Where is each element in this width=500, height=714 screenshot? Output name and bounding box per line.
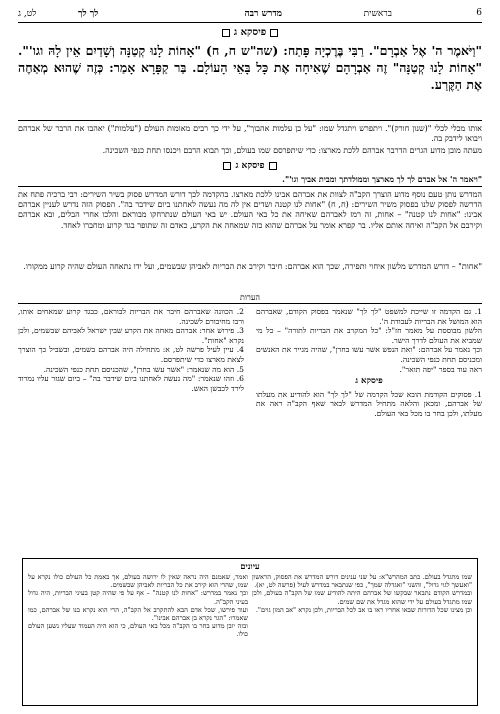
page-number: 6 [476, 8, 482, 18]
right-note: ראה עוד בספר "יפה תואר". [399, 364, 482, 374]
iyunim-paragraph: ועוד פירשו, שכל אדם הבא להתקרב אל הקב"ה, הרי הוא נקרא בנו של אברהם, כמו שאמרו: "הגר נקרא בן אברהם אבינו". [28, 605, 248, 623]
iyunim-title: עיונים [240, 562, 260, 572]
commentary-line: מעתה מובן מדוע הגרים הדרבר אברהם ללכת מארצו: כדי שיתפרסם שמו בעולם, וכך תבוא הרבם ויכנסו תחת כנפי השכינה. [102, 146, 482, 155]
iyunim-left-column [28, 573, 248, 639]
header-work: מדרש רבה [244, 9, 282, 19]
midrash-verse: "וַיֹּאמֶר ה' אֶל אַבְרָם". רַבִּי בֶּרֶכְיָה פָּתַח: (שה"ש ח, ח) "אָחוֹת לָנוּ קְטַנָּה וְשָׁדַיִם אֵין לָהּ וגו'". "אָחוֹת לָנוּ קְטַנָּה" זֶה אַבְרָהָם שֶׁאִיחָה אֶת כָּל בָּאֵי הָעוֹלָם. בַּר קַפָּרָא אָמַר: כְּזֶה שֶׁהוּא מְאַחֶה אֶת הַקֶּרַע. [18, 43, 482, 92]
iyunim-paragraph: וכך נאמר במדרש: "אחות לנו קטנה" – אף על פי שהיה קטן בעיני הבריות, היה גדול בעיני הקב"ה. [28, 589, 248, 606]
right-piska-text: 1. פסוקים הקודמת הובא שכל הקדמה של "לך לך" הוא להודיע את מעלתו של אברהם, ומכאן והלאה מתחיל המדרש לבאר שאף הקב"ה ראה את מעלתו, ולכן בחר בו מכל באי העולם. [256, 389, 482, 418]
page-header [18, 6, 482, 22]
left-note: 5. הוא מה שנאמר: "אשר עשו בחרן", שהכניסם תחת כנפי השכינה. [43, 364, 244, 374]
right-note: 1. גם הקדמה זו שייכת למשפט "לך לך" שנאמר בפסוק הקודם, שאברהם הוא המושל את הבריות לעבודת ה'. [256, 307, 482, 326]
iyunim-paragraph: ובמדרש הקודם נתבאר שבקשו של אברהם היתה להודיע שמו של הקב"ה בעולם, ולכן שמו מתגדל בעולם על ידי שהוא מגדל את שם שמים. [252, 589, 472, 606]
divider [18, 186, 482, 187]
ornament-icon [222, 29, 230, 37]
iyunim-paragraph: שמו מתגדל בעולם. כתב המהרש"א: על שני ענינים דורש המדרש את הפסוק, הראשון "ואעשך לגוי גדול", והשני "ואגדלה שמך", כפי שנתבאר במדרש לעיל (פרשה לט, יא). [252, 573, 472, 590]
divider [18, 303, 482, 304]
commentary-intro: אותו מכלי לכלי "(שנון חורק)". ויתפרש ויתגדל שמו: "על כן עלמות אהבוך", על ידי כך רבים מאומות העולם ("עלמות") יאהבו את הרבר של אברהם ויבואו לידבק בה. [18, 124, 482, 144]
right-notes-column [256, 307, 482, 419]
iyunim-box [22, 558, 478, 706]
divider [18, 120, 482, 121]
header-parasha: לך לך [78, 9, 99, 19]
ornament-icon [223, 162, 231, 170]
header-book: בראשית [363, 9, 392, 19]
piska-heading-2: פיסקא ג [18, 160, 482, 171]
ornament-icon [270, 29, 278, 37]
iyunim-right-column [252, 573, 472, 614]
main-commentary-2: "אחות" – דורש המדרש מלשון איחוי ותפירה, שכך הוא אברהם: חיבר וקירב את הבריות לאביהן שבשמים, ועל ידו נתאחה העולם שהיה קרוע ממקורו. [23, 262, 482, 271]
header-rule [18, 22, 482, 23]
iyunim-paragraph: ובזה יובן מדוע בחר בו הקב"ה מכל באי העולם, כי הוא היה העמוד שעליו נשען העולם כולו. [28, 622, 248, 639]
ornament-icon [269, 162, 277, 170]
main-commentary: המדרש נותן טעם נוסף מדוע הוצרך הקב"ה לצוות את אברהם אבינו ללכת מארצו. בהקדמה לכך דורש המדרש פסוק בשיר השירים: רבי ברכיה פתח את הדרשה לפסוק שלנו בפסוק משיר השירים: (ח, ח) "אחות לנו קטנה ושדים אין לה מה נעשה לאחתנו ביום שידבר בה". הפסוק הזה נדרש לעניין אברהם אבינו: "אחות לנו קטנה" – אחות, זה רמז לאברהם שאיחה את כל באי העולם. יש באי העולם שנתרחקו מבוראם והלכו אחרי הבלים, ובא אברהם וקירבם אל הקב"ה ואיחה אותם אליו. בר קפרא אומר על אברהם שהוא כזה שמאחה את הקרע, כאדם זה שתופר בגד קרוע ומחברו לאחד. [18, 190, 482, 230]
left-note: 3. פירוש אחר: אברהם מאחה את הקרע שבין ישראל לאביהם שבשמים, ולכן נקרא "אחות". [18, 326, 244, 345]
header-chapter: לט, ג [18, 9, 37, 19]
left-note: 6. וזהו שנאמר: "מה נעשה לאחתנו ביום שידבר בה" – ביום שגזר עליו נמרוד לירד לכבשן האש. [18, 374, 244, 393]
notes-label: הערות [240, 293, 260, 302]
left-notes-column [18, 307, 244, 393]
left-note: 2. הכוונה שאברהם חיבר את הבריות לבוראם, כבגד קרוע שמאחים אותו, ורבו מחיבורם לשכינה. [18, 307, 244, 326]
iyunim-paragraph: וכן מצינו שכל הדורות שבאו אחריו ראו בו אב לכל הבריות, ולכן נקרא "אב המון גוים". [255, 605, 472, 614]
left-note: 4. עיין לעיל פרשה לט, א: מתחילה היה אברהם בשמים, ובשביל כך הוצרך לצאת מארצו כדי שיתפרסם. [18, 345, 244, 364]
piska-heading: פיסקא ג [18, 27, 482, 38]
iyunim-paragraph: ואמר, שאמנם היה נראה שאין לו ירושה בעולם, אך באמת כל העולם כולו נקרא על שמו, שהרי הוא קירב את כל הבריות לאביהן שבשמים. [28, 573, 248, 590]
sub-verse: "ויאמר ה' אל אברם לך לך מארצך וממולדתך ומבית אביך וגו'". [282, 174, 482, 184]
right-note: הלשון מבוססת על מאמר חז"ל: "כל המקרב את הבריות לתורה" – כל מי שמביא את העולם לדרך הישר. [256, 326, 482, 345]
right-piska-title: פיסקא ג [355, 376, 383, 387]
right-note: וכך נאמר על אברהם: "ואת הנפש אשר עשו בחרן", שהיה מגייר את האנשים ומכניסם תחת כנפי השכינה. [256, 345, 482, 364]
